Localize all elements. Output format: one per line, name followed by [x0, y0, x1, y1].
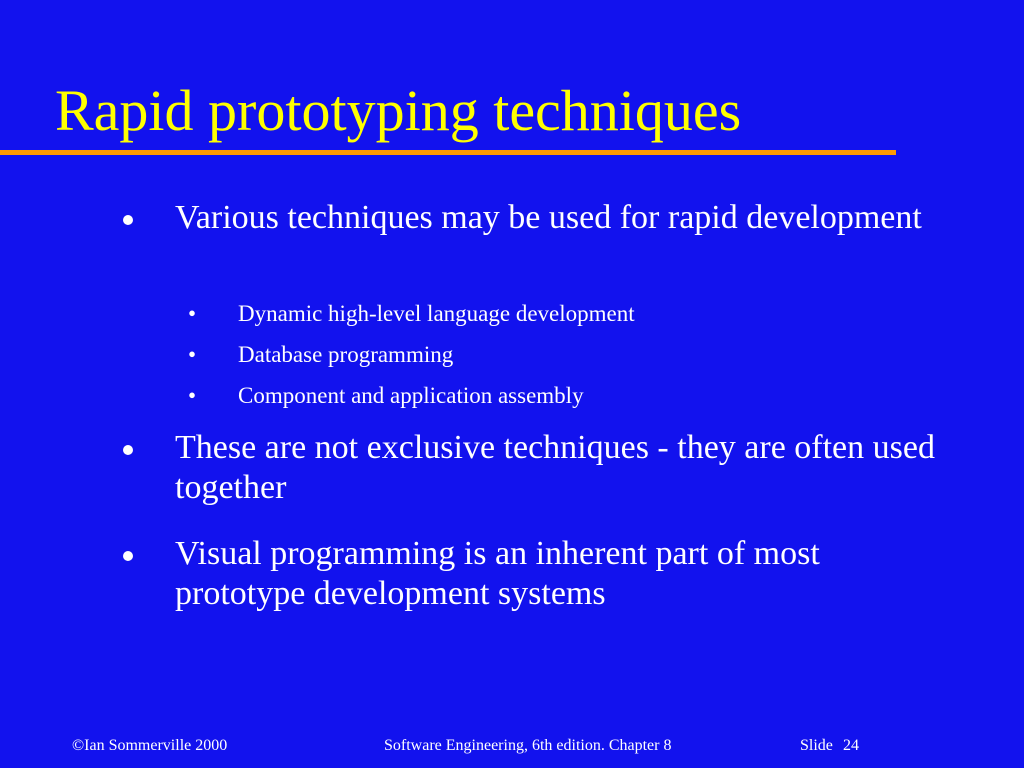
bullet-item-1: [175, 198, 955, 238]
bullet-text-1: Various techniques may be used for rapid development: [175, 199, 922, 236]
footer-slide-number: 24: [843, 737, 859, 754]
sub-bullet-icon: •: [188, 383, 197, 408]
title-underline-rule: [0, 150, 896, 155]
sub-bullet-icon: •: [188, 301, 197, 326]
sub-item-2: [188, 341, 938, 369]
bullet-text-2: These are not exclusive techniques - they are often used together: [175, 429, 935, 506]
bullet-text-3: Visual programming is an inherent part of most prototype development systems: [175, 535, 820, 612]
bullet-dot-icon: [123, 215, 133, 225]
slide-title: Rapid prototyping techniques: [55, 78, 742, 143]
sub-item-text-1: Dynamic high-level language development: [238, 301, 635, 326]
footer-copyright: ©Ian Sommerville 2000: [72, 737, 228, 754]
bullet-dot-icon: [123, 445, 133, 455]
bullet-dot-icon: [123, 551, 133, 561]
bullet-item-2: [175, 428, 955, 508]
footer-slide-label: Slide: [800, 737, 833, 754]
sub-item-text-2: Database programming: [238, 342, 454, 367]
sub-bullet-icon: •: [188, 342, 197, 367]
bullet-item-3: [175, 534, 955, 614]
sub-item-3: [188, 382, 938, 410]
footer-book-title: Software Engineering, 6th edition. Chapter 8: [384, 737, 672, 754]
sub-item-1: [188, 300, 938, 328]
sub-item-text-3: Component and application assembly: [238, 383, 584, 408]
